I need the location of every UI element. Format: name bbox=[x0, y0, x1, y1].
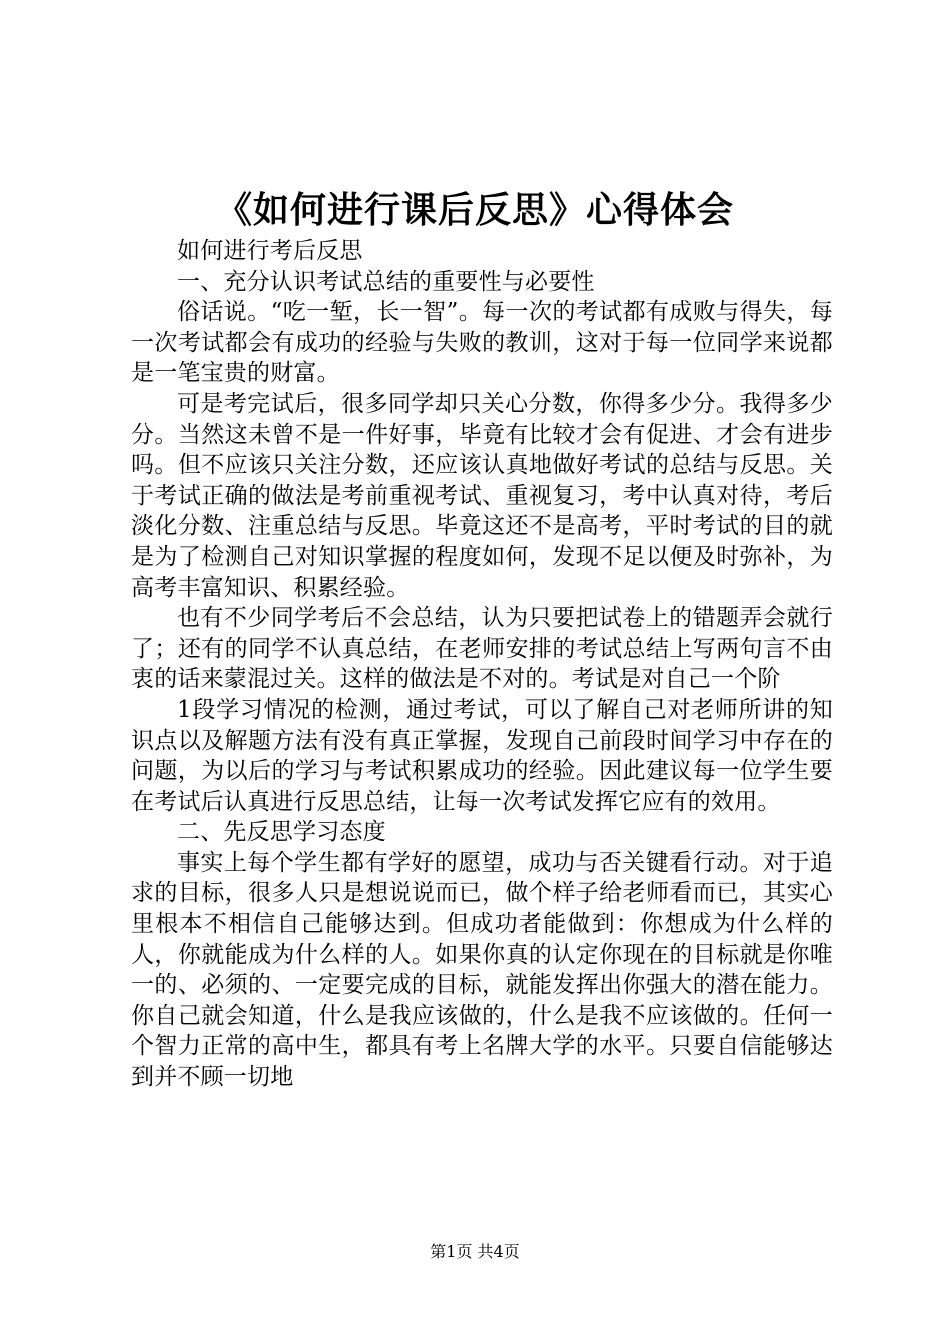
paragraph: 也有不少同学考后不会总结，认为只要把试卷上的错题弄会就行了；还有的同学不认真总结，在老师安排的考试总结上写两句言不由衷的话来蒙混过关。这样的做法是不对的。考试是对自己一个阶 bbox=[131, 605, 833, 693]
document-body bbox=[131, 236, 833, 1093]
paragraph: 俗话说。“吃一堑，长一智”。每一次的考试都有成败与得失，每一次考试都会有成功的经验与失败的教训，这对于每一位同学来说都是一笔宝贵的财富。 bbox=[131, 299, 833, 387]
paragraph: 1段学习情况的检测，通过考试，可以了解自己对老师所讲的知识点以及解题方法有没有真正掌握，发现自己前段时间学习中存在的问题，为以后的学习与考试积累成功的经验。因此建议每一位学生要在考试后认真进行反思总结，让每一次考试发挥它应有的效用。 bbox=[131, 696, 833, 815]
section-heading-1: 一、充分认识考试总结的重要性与必要性 bbox=[177, 268, 595, 295]
paragraph: 可是考完试后，很多同学却只关心分数，你得多少分。我得多少分。当然这未曾不是一件好事，毕竟有比较才会有促进、才会有进步吗。但不应该只关注分数，还应该认真地做好考试的总结与反思。关于考试正确的做法是考前重视考试、重视复习，考中认真对待，考后淡化分数、注重总结与反思。毕竟这还不是高考，平时考试的目的就是为了检测自己对知识掌握的程度如何，发现不足以便及时弥补，为高考丰富知识、积累经验。 bbox=[131, 390, 833, 601]
page-footer: 第1页 共4页 bbox=[430, 1242, 520, 1261]
section-heading-2: 二、先反思学习态度 bbox=[177, 819, 386, 846]
page-title: 《如何进行课后反思》心得体会 bbox=[215, 189, 734, 231]
paragraph-subtitle: 如何进行考后反思 bbox=[177, 238, 363, 264]
paragraph: 事实上每个学生都有学好的愿望，成功与否关键看行动。对于追求的目标，很多人只是想说说而已，做个样子给老师看而已，其实心里根本不相信自己能够达到。但成功者能做到：你想成为什么样的人，你就能成为什么样的人。如果你真的认定你现在的目标就是你唯一的、必须的、一定要完成的目标，就能发挥出你强大的潜在能力。你自己就会知道，什么是我应该做的，什么是我不应该做的。任何一个智力正常的高中生，都具有考上名牌大学的水平。只要自信能够达到并不顾一切地 bbox=[131, 849, 833, 1091]
